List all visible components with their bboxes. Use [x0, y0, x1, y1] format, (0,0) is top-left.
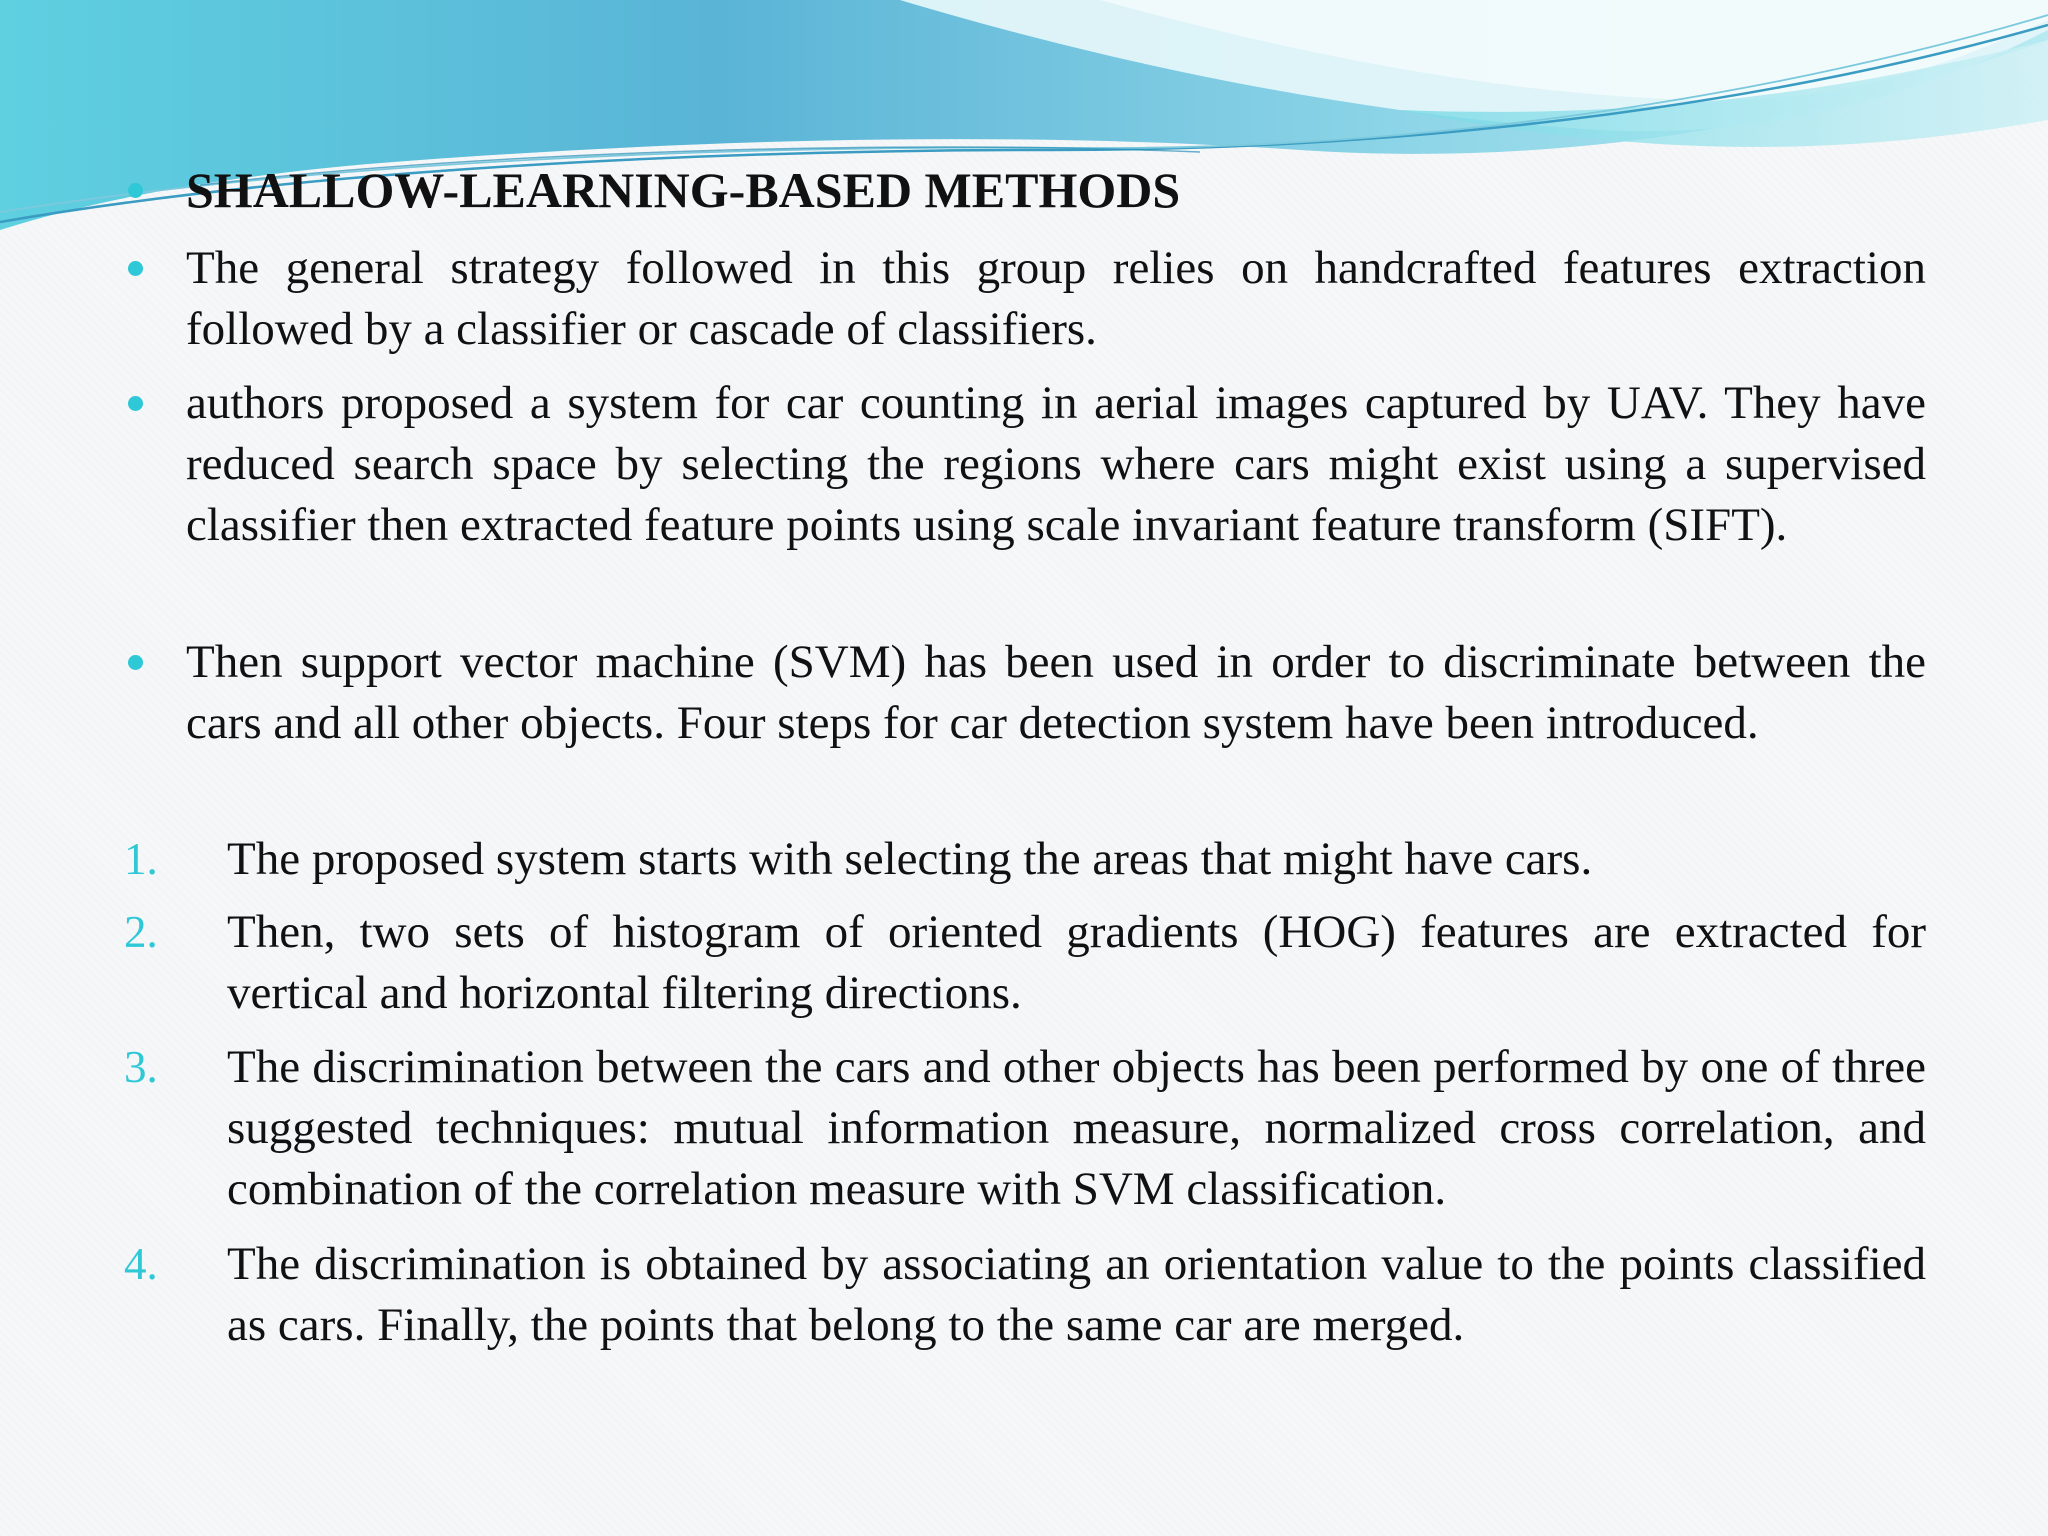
- bullet-icon: [128, 655, 143, 670]
- step-number: 2.: [124, 907, 158, 957]
- bullet-text: authors proposed a system for car counting in aerial images captured by UAV. They have reduced search space by selecting the regions where cars might exist using a supervised classifier then extracted feature points using scale invariant feature transform (SIFT).: [186, 377, 1926, 551]
- step-text: The discrimination between the cars and other objects has been performed by one of three suggested techniques: mutual information measure, normalized cross correlation, and combination of the correlation measure with SVM classification.: [227, 1041, 1926, 1215]
- step-number: 3.: [124, 1042, 158, 1092]
- step-number: 4.: [124, 1239, 158, 1289]
- bullet-icon: [128, 261, 143, 276]
- bullet-icon: [128, 183, 143, 198]
- step-text: The proposed system starts with selecting the areas that might have cars.: [227, 833, 1593, 885]
- bullet-icon: [128, 396, 143, 411]
- step-text: The discrimination is obtained by associating an orientation value to the points classified as cars. Finally, the points that belong to the same car are merged.: [227, 1238, 1926, 1351]
- slide-heading: SHALLOW-LEARNING-BASED METHODS: [186, 162, 1181, 218]
- step-text: Then, two sets of histogram of oriented gradients (HOG) features are extracted for vertical and horizontal filtering directions.: [227, 906, 1926, 1019]
- step-number: 1.: [124, 834, 158, 884]
- bullet-text: Then support vector machine (SVM) has been used in order to discriminate between the cars and all other objects. Four steps for car detection system have been introduced.: [186, 636, 1926, 749]
- bullet-text: The general strategy followed in this group relies on handcrafted features extraction followed by a classifier or cascade of classifiers.: [186, 242, 1926, 355]
